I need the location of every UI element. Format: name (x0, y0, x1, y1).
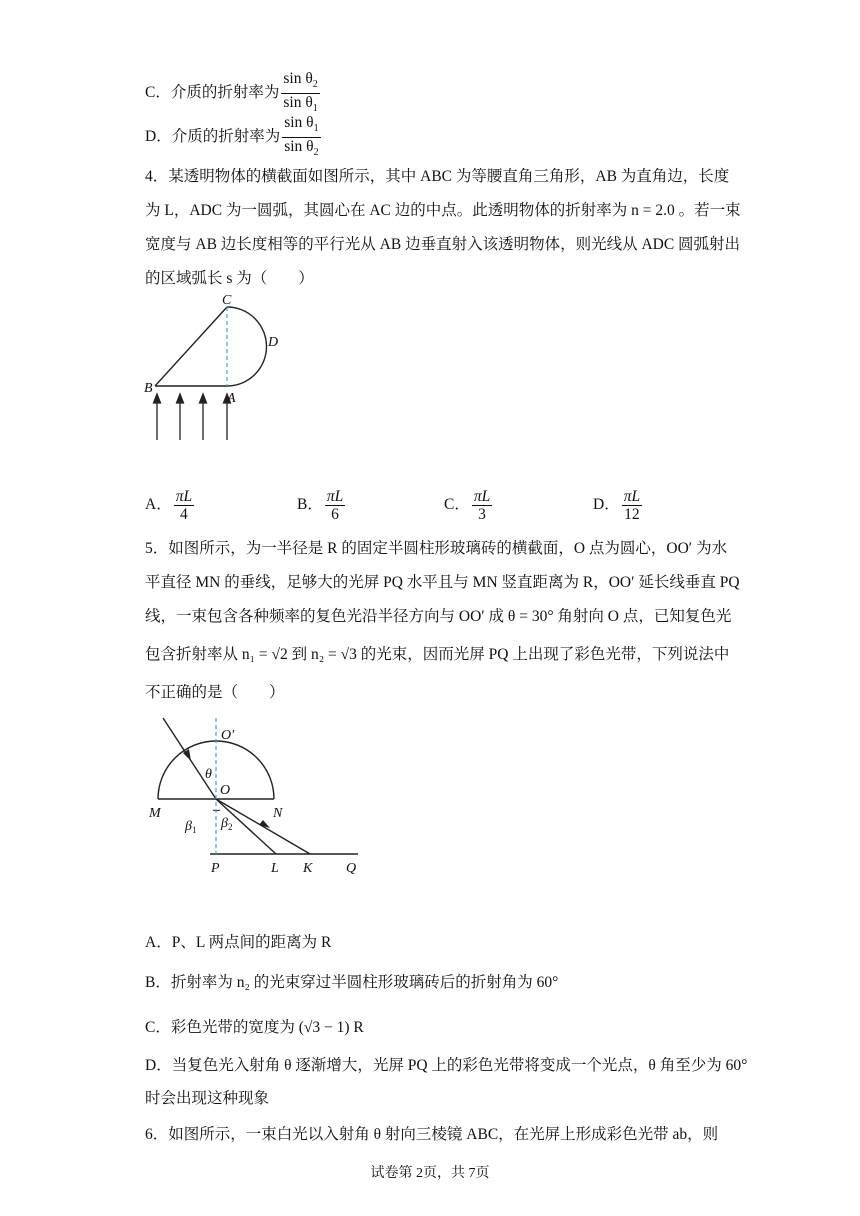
label-l: L (271, 861, 279, 876)
frac-den: sin θ (284, 138, 314, 156)
q5-text-line2: 平直径 MN 的垂线，足够大的光屏 PQ 水平且与 MN 竖直距离为 R，OO′ 延长线垂直 PQ (145, 574, 740, 591)
frac-num: sin θ (284, 114, 314, 131)
label-beta1: $\beta_1$ (185, 819, 197, 835)
q3-option-c (145, 70, 322, 117)
page-footer: 试卷第 2页，共 7页 (370, 1166, 490, 1181)
q4-option-b (297, 488, 347, 523)
option-label: A． (145, 496, 172, 514)
label-n: N (273, 806, 283, 821)
option-label: C． (444, 496, 470, 514)
frac-num: πL (473, 488, 491, 505)
q4-text-line1 (145, 164, 729, 186)
q5-option-d-line1: D．当复色光入射角 θ 逐渐增大，光屏 PQ 上的彩色光带将变成一个光点，θ 角至少为 60° (145, 1057, 748, 1074)
q5-option-a: A．P、L 两点间的距离为 R (145, 934, 332, 951)
label-c: C (222, 293, 232, 308)
q5-figure (140, 710, 380, 880)
q4-text-line3: 宽度与 AB 边长度相等的平行光从 AB 边垂直射入该透明物体，则光线从 ADC 圆弧射出 (145, 236, 741, 253)
frac-den: 3 (478, 506, 486, 523)
fraction (281, 70, 319, 117)
frac-den: 4 (180, 506, 188, 523)
label-a: A (227, 391, 236, 406)
q6-text-line1: 6．如图所示，一束白光以入射角 θ 射向三棱镜 ABC，在光屏上形成彩色光带 ab，则 (145, 1126, 719, 1143)
q5-option-c: C．彩色光带的宽度为 (√3 − 1) R (145, 1019, 364, 1036)
option-text: 介质的折射率为 (171, 128, 281, 146)
frac-num: πL (326, 488, 344, 505)
frac-den-sub: 1 (312, 103, 318, 115)
label-o-prime: O′ (221, 728, 235, 743)
label-m: M (149, 806, 161, 821)
frac-den: 12 (624, 506, 640, 523)
option-label: D． (593, 496, 620, 514)
label-d: D (268, 335, 279, 350)
label-q: Q (346, 861, 357, 876)
fraction (282, 114, 320, 161)
option-label: C． (145, 84, 171, 102)
q5-text-line1 (145, 536, 727, 558)
frac-num: πL (175, 488, 193, 505)
q4-text-line2: 为 L，ADC 为一圆弧，其圆心在 AC 边的中点。此透明物体的折射率为 n = 2.0 。若一束 (145, 202, 741, 219)
q5-option-d-line2: 时会出现这种现象 (145, 1090, 270, 1107)
label-theta: θ (205, 767, 212, 782)
question-text: 如图所示，为一半径是 R 的固定半圆柱形玻璃砖的横截面，O 点为圆心，OO′ 为水 (168, 540, 728, 557)
q5-text-line3: 线，一束包含各种频率的复色光沿半径方向与 OO′ 成 θ = 30° 角射向 O 点，已知复色光 (145, 608, 732, 625)
question-number: 5． (145, 540, 169, 557)
q4-option-d (593, 488, 644, 523)
label-o: O (220, 783, 231, 798)
frac-den: sin θ (283, 94, 313, 112)
label-k: K (303, 861, 313, 876)
frac-num: πL (623, 488, 641, 505)
option-label: B． (297, 496, 323, 514)
question-number: 4． (145, 168, 169, 185)
q4-text-line4: 的区域弧长 s 为（ ） (145, 270, 314, 287)
q5-text-line5: 不正确的是（ ） (145, 684, 285, 701)
light-arrows (154, 394, 231, 440)
q4-figure (140, 290, 300, 450)
label-b: B (144, 381, 153, 396)
frac-den-sub: 2 (313, 147, 319, 159)
q4-option-a (145, 488, 196, 523)
q5-text-line4: 包含折射率从 n₁ = √2 到 n₂ = √3 的光束，因而光屏 PQ 上出现了彩色光带，下列说法中 (145, 646, 730, 663)
q5-option-b: B．折射率为 n₂ 的光束穿过半圆柱形玻璃砖后的折射角为 60° (145, 974, 559, 991)
q3-option-d (145, 114, 323, 161)
frac-den: 6 (331, 506, 339, 523)
edge-bc (155, 307, 227, 386)
q4-option-c (444, 488, 494, 523)
frac-num-sub: 1 (313, 123, 319, 135)
frac-num: sin θ (283, 70, 313, 87)
option-label: D． (145, 128, 172, 146)
option-text: 介质的折射率为 (170, 84, 280, 102)
frac-num-sub: 2 (312, 79, 318, 91)
question-text: 某透明物体的横截面如图所示，其中 ABC 为等腰直角三角形，AB 为直角边，长度 (168, 168, 730, 185)
label-beta2: $\beta_2$ (221, 816, 233, 832)
label-p: P (211, 861, 220, 876)
arc-adc (227, 307, 267, 386)
